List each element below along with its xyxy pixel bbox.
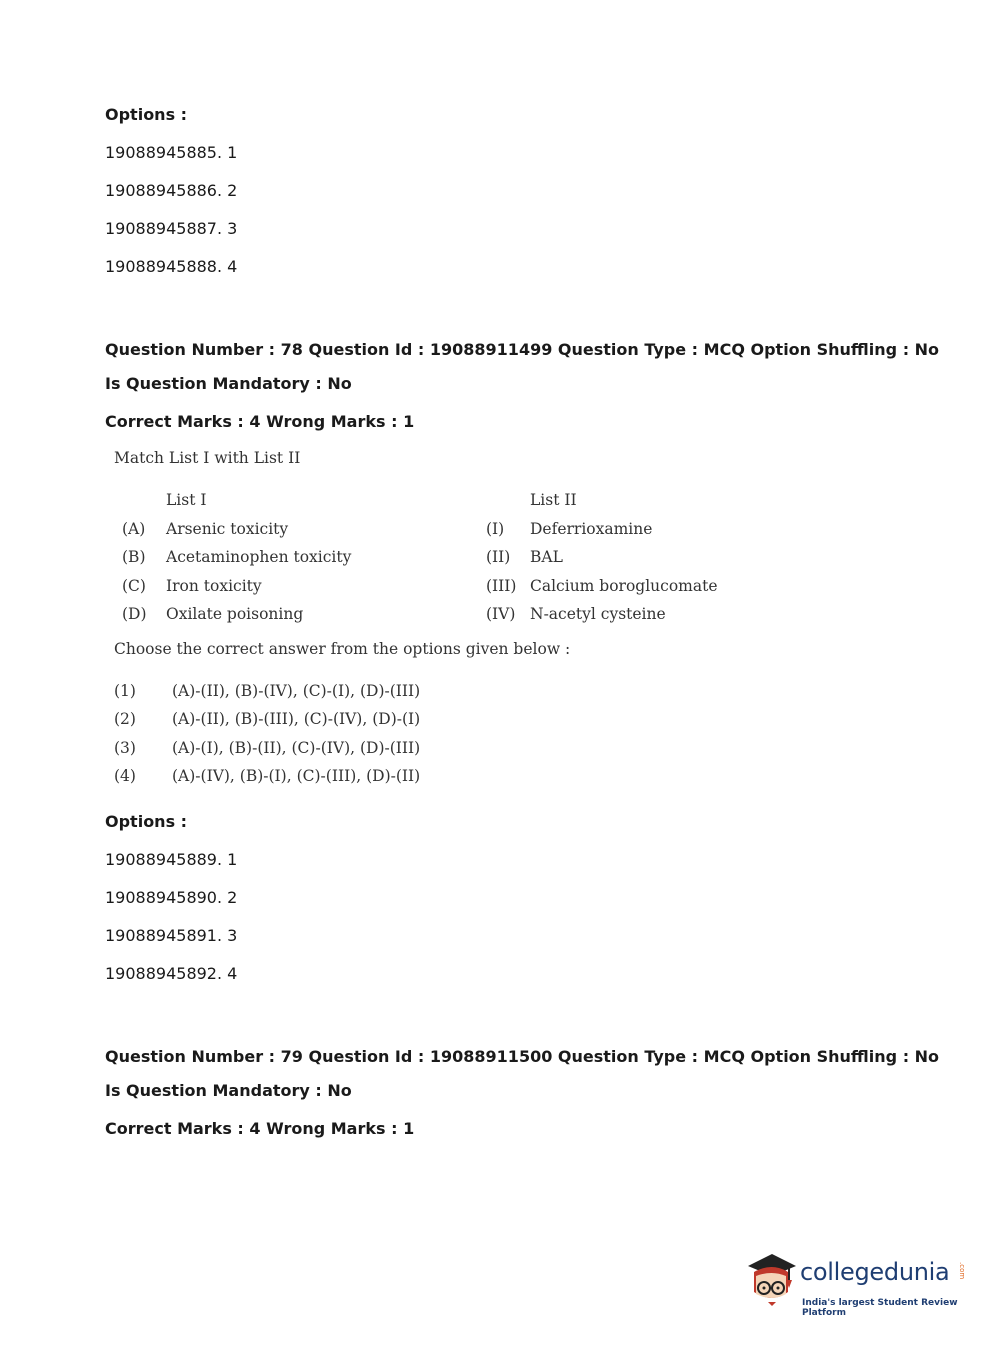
question-marks: Correct Marks : 4 Wrong Marks : 1: [105, 412, 415, 431]
list1-title: List I: [166, 491, 207, 509]
list1-item: Acetaminophen toxicity: [166, 548, 352, 566]
list2-title: List II: [530, 491, 577, 509]
choice-text: (A)-(IV), (B)-(I), (C)-(III), (D)-(II): [172, 767, 421, 785]
list1-key: (C): [122, 577, 146, 595]
option-item: 19088945890. 2: [105, 888, 238, 907]
logo-wordmark: collegedunia: [800, 1258, 950, 1286]
list1-item: Arsenic toxicity: [166, 520, 289, 538]
list1-key: (A): [122, 520, 146, 538]
list2-key: (IV): [486, 605, 516, 623]
list2-item: N-acetyl cysteine: [530, 605, 666, 623]
question-header: Question Number : 79 Question Id : 19088911500 Question Type : MCQ Option Shuffling : No: [105, 1047, 940, 1066]
list1-key: (B): [122, 548, 146, 566]
choice-text: (A)-(II), (B)-(III), (C)-(IV), (D)-(I): [172, 710, 421, 728]
choice-number: (3): [114, 739, 136, 757]
choice-number: (2): [114, 710, 136, 728]
option-item: 19088945891. 3: [105, 926, 238, 945]
question-mandatory: Is Question Mandatory : No: [105, 1081, 352, 1100]
choose-instruction: Choose the correct answer from the options given below :: [114, 640, 571, 658]
option-item: 19088945892. 4: [105, 964, 238, 983]
list2-key: (III): [486, 577, 517, 595]
choice-number: (1): [114, 682, 136, 700]
list2-item: Calcium boroglucomate: [530, 577, 718, 595]
option-item: 19088945887. 3: [105, 219, 238, 238]
question-header: Question Number : 78 Question Id : 19088911499 Question Type : MCQ Option Shuffling : No: [105, 340, 940, 359]
question-prompt: Match List I with List II: [114, 449, 301, 467]
list2-key: (II): [486, 548, 511, 566]
list2-key: (I): [486, 520, 505, 538]
choice-text: (A)-(II), (B)-(IV), (C)-(I), (D)-(III): [172, 682, 421, 700]
list2-item: Deferrioxamine: [530, 520, 653, 538]
list1-key: (D): [122, 605, 147, 623]
options-heading: Options :: [105, 812, 188, 831]
logo-domain-suffix: .com: [958, 1262, 966, 1280]
option-item: 19088945889. 1: [105, 850, 238, 869]
choice-text: (A)-(I), (B)-(II), (C)-(IV), (D)-(III): [172, 739, 421, 757]
logo-tagline: India's largest Student Review Platform: [802, 1298, 958, 1318]
options-heading: Options :: [105, 105, 188, 124]
list2-item: BAL: [530, 548, 563, 566]
question-mandatory: Is Question Mandatory : No: [105, 374, 352, 393]
option-item: 19088945888. 4: [105, 257, 238, 276]
list1-item: Oxilate poisoning: [166, 605, 304, 623]
mascot-icon: [742, 1248, 800, 1310]
option-item: 19088945886. 2: [105, 181, 238, 200]
question-marks: Correct Marks : 4 Wrong Marks : 1: [105, 1119, 415, 1138]
collegedunia-logo: [742, 1248, 972, 1318]
list1-item: Iron toxicity: [166, 577, 262, 595]
choice-number: (4): [114, 767, 136, 785]
option-item: 19088945885. 1: [105, 143, 238, 162]
